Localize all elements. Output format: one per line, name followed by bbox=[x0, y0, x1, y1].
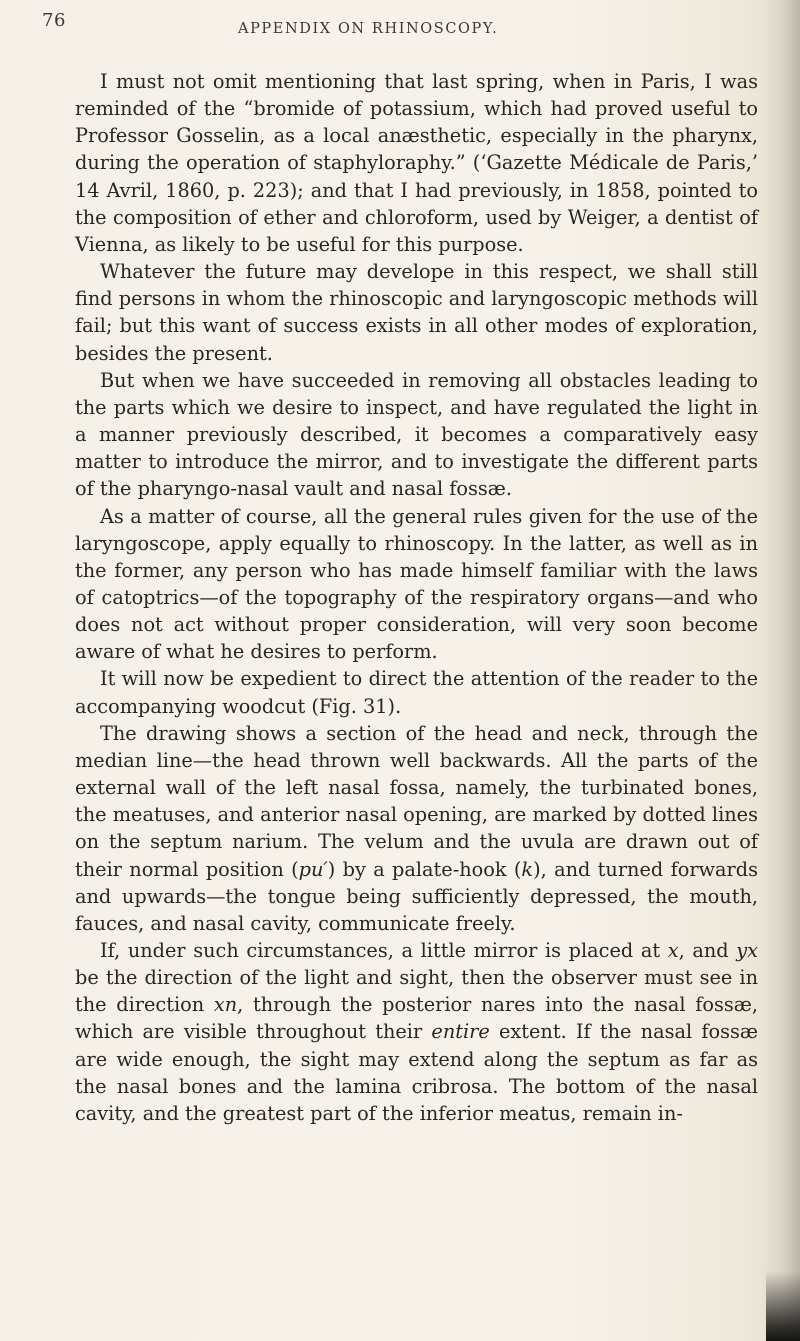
paragraph-7 bbox=[75, 937, 758, 1127]
page-corner-shadow bbox=[766, 1271, 800, 1341]
paragraph-2: Whatever the future may develope in this respect, we shall still find persons in whom the rhinoscopic and laryngoscopic methods will fail; but this want of success exists in all other modes of exploration, besides the present. bbox=[75, 260, 758, 365]
page-number: 76 bbox=[42, 10, 66, 31]
paragraph-6-part: ), and turned forwards and upwards—the tongue being sufficiently depressed, the mouth, fauces, and nasal cavity, communicate freely. bbox=[75, 857, 758, 935]
paragraph-7-part: If, under such circumstances, a little mirror is placed at bbox=[100, 939, 668, 962]
paragraph-5: It will now be expedient to direct the attention of the reader to the accompanying woodcut (Fig. 31). bbox=[75, 667, 758, 718]
paragraph-1: I must not omit mentioning that last spring, when in Paris, I was reminded of the “bromide of potassium, which had proved useful to Professor Gosselin, as a local anæsthetic, especially in the pharynx, during the operation of staphyloraphy.” (‘Gazette Médicale de Paris,’ 14 Avril, 1860, p. 223); and that I had previously, in 1858, pointed to the composition of ether and chloroform, used by Weiger, a dentist of Vienna, as likely to be useful for this purpose. bbox=[75, 70, 758, 256]
paragraph-7-part: , through the posterior nares into the nasal fossæ, which are visible throughout their bbox=[75, 993, 758, 1044]
paragraph-7-part: be the direction of the light and sight, then the observer must see in the direction bbox=[75, 966, 758, 1017]
paragraph-7-part: , and bbox=[678, 939, 737, 962]
paragraph-6-part: The drawing shows a section of the head and neck, through the median line—the head thrown well backwards. All the parts of the external wall of the left nasal fossa, namely, the turbinated bones, the meatuses, and anterior nasal opening, are marked by dotted lines on the septum narium. The velum and the uvula are drawn out of their normal position ( bbox=[75, 721, 758, 881]
italic-term: xn bbox=[213, 993, 238, 1017]
paragraph-7-part: extent. If the nasal fossæ are wide enough, the sight may extend along the septum as far as the nasal bones and the lamina cribrosa. The bottom of the nasal cavity, and the greatest part of the inferior meatus, remain in- bbox=[75, 1020, 758, 1125]
running-head: APPENDIX ON RHINOSCOPY. bbox=[238, 21, 499, 37]
page-edge-shadow bbox=[760, 0, 800, 1341]
italic-term: entire bbox=[431, 1020, 490, 1044]
italic-term: x bbox=[667, 939, 679, 962]
paragraph-6 bbox=[75, 720, 758, 937]
italic-term: k bbox=[521, 857, 534, 881]
body-text bbox=[75, 68, 758, 1127]
italic-term: yx bbox=[736, 939, 758, 962]
paragraph-3: But when we have succeeded in removing all obstacles leading to the parts which we desire to inspect, and have regulated the light in a manner previously described, it becomes a comparatively easy matter to introduce the mirror, and to investigate the different parts of the pharyngo-nasal vault and nasal fossæ. bbox=[75, 368, 758, 501]
paragraph-4: As a matter of course, all the general rules given for the use of the laryngoscope, apply equally to rhinoscopy. In the latter, as well as in the former, any person who has made himself familiar with the laws of catoptrics—of the topography of the respiratory organs—and who does not act without proper consideration, will very soon become aware of what he desires to perform. bbox=[75, 504, 758, 664]
paragraph-6-part: ) by a palate-hook ( bbox=[327, 857, 522, 881]
italic-term: pu′ bbox=[298, 857, 328, 881]
